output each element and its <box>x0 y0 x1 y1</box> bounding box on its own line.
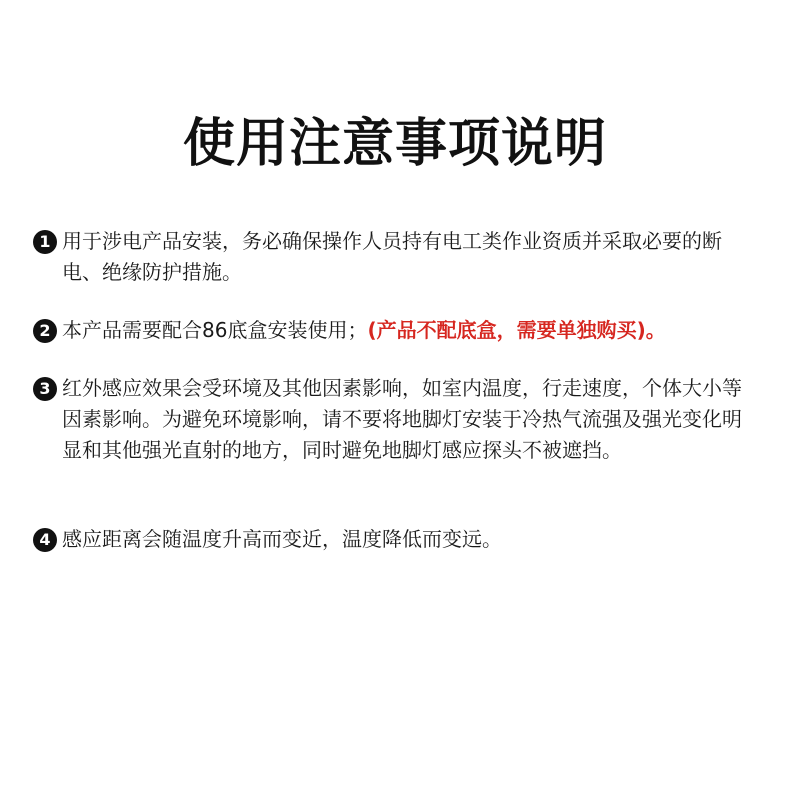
notice-item-1 <box>33 226 758 288</box>
page-title: 使用注意事项说明 <box>182 114 607 174</box>
notice-highlight-text: (产品不配底盒，需要单独购买)。 <box>367 318 666 342</box>
notice-item-2 <box>33 315 758 346</box>
notice-item-3 <box>33 373 758 466</box>
notice-text-wrapper <box>62 315 758 346</box>
number-badge: 3 <box>33 377 57 401</box>
notice-item-4 <box>33 524 758 555</box>
notice-text: 用于涉电产品安装，务必确保操作人员持有电工类作业资质并采取必要的断电、绝缘防护措施。 <box>62 229 722 284</box>
number-badge: 4 <box>33 528 57 552</box>
notice-text: 本产品需要配合86底盒安装使用； <box>62 318 368 342</box>
notice-text: 感应距离会随温度升高而变近，温度降低而变远。 <box>62 527 502 551</box>
number-badge: 1 <box>33 230 57 254</box>
notice-text: 红外感应效果会受环境及其他因素影响，如室内温度，行走速度，个体大小等因素影响。为避免环境影响，请不要将地脚灯安装于冷热气流强及强光变化明显和其他强光直射的地方，同时避免地脚灯感应探头不被遮挡。 <box>62 376 742 462</box>
number-badge: 2 <box>33 319 57 343</box>
